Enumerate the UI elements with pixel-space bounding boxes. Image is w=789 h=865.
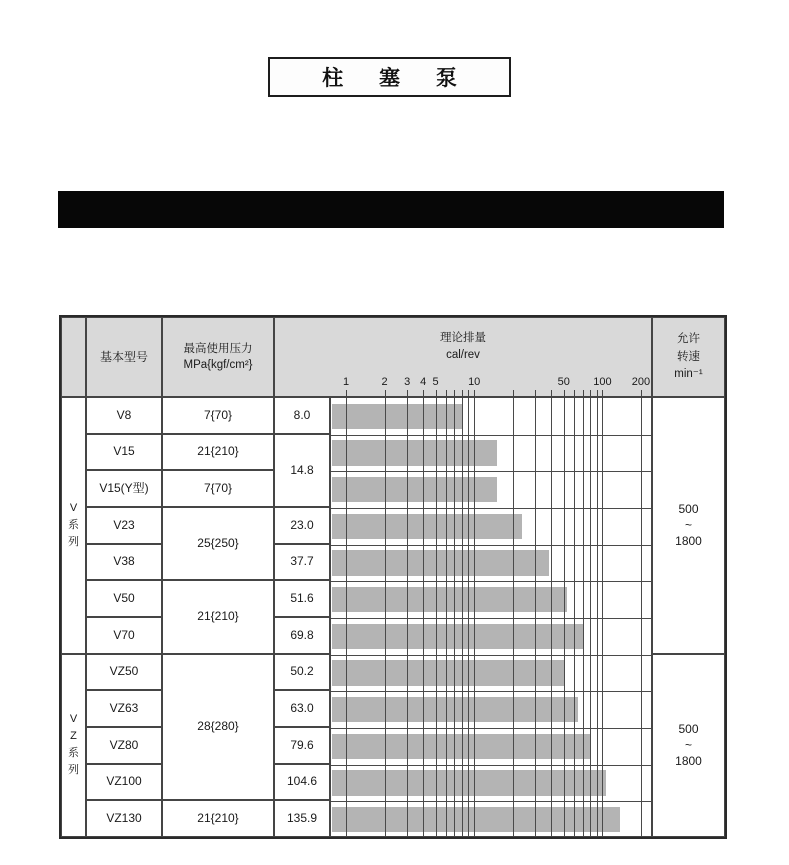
displacement-cell: 8.0 bbox=[274, 397, 330, 434]
displacement-cell: 63.0 bbox=[274, 690, 330, 727]
axis-tick-mark bbox=[346, 390, 347, 396]
displacement-cell: 69.8 bbox=[274, 617, 330, 654]
model-cell: VZ50 bbox=[86, 654, 162, 691]
axis-tick-mark bbox=[513, 390, 514, 396]
page-title-box bbox=[268, 57, 511, 97]
chart-row-divider bbox=[331, 508, 652, 509]
chart-area bbox=[330, 397, 652, 837]
displacement-bar bbox=[332, 440, 497, 466]
speed-line: 1800 bbox=[675, 754, 702, 769]
header-chart-cell bbox=[274, 317, 652, 397]
chart-row-divider bbox=[331, 728, 652, 729]
page-title: 柱 塞 泵 bbox=[322, 67, 472, 90]
axis-tick-mark bbox=[535, 390, 536, 396]
axis-tick-mark bbox=[385, 390, 386, 396]
speed-line: ~ bbox=[684, 738, 692, 753]
model-cell: VZ100 bbox=[86, 764, 162, 801]
axis-tick-mark bbox=[436, 390, 437, 396]
header-pressure-line1: 最高使用压力 bbox=[183, 342, 253, 355]
pressure-cell: 25{250} bbox=[162, 507, 274, 580]
series-label bbox=[68, 711, 79, 779]
axis-tick-mark bbox=[407, 390, 408, 396]
model-cell: V15(Y型) bbox=[86, 470, 162, 507]
chart-row-divider bbox=[331, 435, 652, 436]
series-char: V bbox=[69, 713, 78, 726]
model-cell: V70 bbox=[86, 617, 162, 654]
pressure-cell: 21{210} bbox=[162, 580, 274, 653]
axis-tick-mark bbox=[590, 390, 591, 396]
axis-tick-label: 2 bbox=[381, 376, 388, 389]
axis-tick-label: 3 bbox=[404, 376, 411, 389]
chart-title bbox=[275, 330, 651, 365]
pressure-cell: 21{210} bbox=[162, 800, 274, 837]
axis-tick-mark bbox=[551, 390, 552, 396]
displacement-bar bbox=[332, 587, 567, 613]
pressure-cell: 7{70} bbox=[162, 470, 274, 507]
axis-tick-mark bbox=[583, 390, 584, 396]
pump-spec-table bbox=[59, 315, 727, 839]
model-cell: VZ130 bbox=[86, 800, 162, 837]
model-cell: VZ80 bbox=[86, 727, 162, 764]
chart-row-divider bbox=[331, 765, 652, 766]
chart-row-divider bbox=[331, 471, 652, 472]
speed-cell bbox=[652, 397, 725, 654]
header-pressure-line2: MPa{kgf/cm²} bbox=[183, 359, 253, 371]
chart-row-divider bbox=[331, 801, 652, 802]
axis-tick-mark bbox=[454, 390, 455, 396]
header-speed-line: min⁻¹ bbox=[674, 368, 703, 381]
model-cell: V38 bbox=[86, 544, 162, 581]
displacement-bar bbox=[332, 477, 497, 503]
displacement-cell: 14.8 bbox=[274, 434, 330, 507]
axis-tick-mark bbox=[564, 390, 565, 396]
displacement-bar bbox=[332, 550, 549, 576]
header-series-cell bbox=[61, 317, 86, 397]
speed-line: 500 bbox=[678, 502, 699, 517]
speed-line: 1800 bbox=[675, 534, 702, 549]
speed-value bbox=[675, 721, 702, 769]
speed-cell bbox=[652, 654, 725, 837]
header-pressure-text bbox=[183, 342, 252, 373]
series-char: V bbox=[69, 501, 78, 514]
axis-tick-label: 5 bbox=[432, 376, 439, 389]
model-cell: V50 bbox=[86, 580, 162, 617]
model-cell: V8 bbox=[86, 397, 162, 434]
displacement-cell: 79.6 bbox=[274, 727, 330, 764]
displacement-bar bbox=[332, 514, 522, 540]
series-char: 系 bbox=[68, 747, 79, 760]
displacement-cell: 50.2 bbox=[274, 654, 330, 691]
model-cell: V23 bbox=[86, 507, 162, 544]
black-banner bbox=[58, 191, 724, 228]
speed-line: 500 bbox=[678, 722, 699, 737]
series-char: Z bbox=[70, 730, 77, 743]
chart-row-divider bbox=[331, 581, 652, 582]
displacement-bar bbox=[332, 660, 565, 686]
model-cell: VZ63 bbox=[86, 690, 162, 727]
displacement-bar bbox=[332, 624, 583, 650]
model-cell: V15 bbox=[86, 434, 162, 471]
axis-tick-mark bbox=[574, 390, 575, 396]
chart-row-divider bbox=[331, 618, 652, 619]
axis-tick-mark bbox=[641, 390, 642, 396]
displacement-bar bbox=[332, 807, 620, 833]
chart-row-divider bbox=[331, 691, 652, 692]
series-char: 列 bbox=[68, 764, 79, 777]
axis-tick-label: 100 bbox=[593, 376, 612, 389]
displacement-cell: 51.6 bbox=[274, 580, 330, 617]
displacement-cell: 135.9 bbox=[274, 800, 330, 837]
header-speed-line: 允许 bbox=[677, 333, 700, 346]
speed-value bbox=[675, 501, 702, 549]
chart-row-divider bbox=[331, 655, 652, 656]
axis-tick-mark bbox=[462, 390, 463, 396]
axis-tick-label: 200 bbox=[631, 376, 651, 389]
axis-tick-mark bbox=[468, 390, 469, 396]
displacement-cell: 37.7 bbox=[274, 544, 330, 581]
axis-tick-mark bbox=[602, 390, 603, 396]
speed-line: ~ bbox=[684, 518, 692, 533]
axis-tick-mark bbox=[597, 390, 598, 396]
axis-tick-label: 4 bbox=[420, 376, 427, 389]
displacement-bar bbox=[332, 404, 463, 430]
series-char: 系 bbox=[68, 518, 79, 531]
header-speed-line: 转速 bbox=[677, 350, 700, 363]
axis-tick-mark bbox=[423, 390, 424, 396]
series-char: 列 bbox=[68, 535, 79, 548]
header-speed-text bbox=[674, 332, 702, 381]
axis-tick-mark bbox=[446, 390, 447, 396]
chart-row-divider bbox=[331, 545, 652, 546]
header-pressure-cell bbox=[162, 317, 274, 397]
displacement-cell: 104.6 bbox=[274, 764, 330, 801]
axis-tick-label: 50 bbox=[557, 376, 570, 389]
header-model-cell: 基本型号 bbox=[86, 317, 162, 397]
axis-tick-mark bbox=[474, 390, 475, 396]
displacement-cell: 23.0 bbox=[274, 507, 330, 544]
pressure-cell: 21{210} bbox=[162, 434, 274, 471]
series-cell bbox=[61, 654, 86, 837]
axis-tick-label: 1 bbox=[342, 376, 350, 389]
header-speed-cell bbox=[652, 317, 725, 397]
pressure-cell: 28{280} bbox=[162, 654, 274, 801]
chart-title-line1: 理论排量 bbox=[440, 332, 486, 344]
chart-title-line2: cal/rev bbox=[446, 349, 480, 362]
series-cell bbox=[61, 397, 86, 654]
series-label bbox=[68, 500, 79, 551]
pressure-cell: 7{70} bbox=[162, 397, 274, 434]
axis-tick-label: 10 bbox=[468, 376, 481, 389]
